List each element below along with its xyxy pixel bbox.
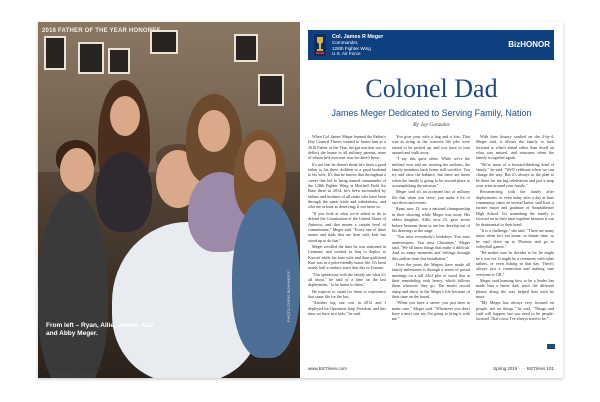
article-column-3 bbox=[476, 134, 554, 323]
article-title: Colonel Dad bbox=[365, 74, 498, 103]
footer-page-number: Spring 2016 · · · BizTimes 101 bbox=[493, 366, 554, 371]
paragraph: "When you have a career, you just have to make sure," Meger said. "Whenever you don't have a mort you say I'm going to bring it with me." bbox=[392, 300, 470, 322]
wall-picture-frame bbox=[108, 48, 130, 74]
face bbox=[110, 96, 140, 136]
honoree-name: Col. James R Meger bbox=[332, 34, 384, 40]
paragraph: "He makes sure he decides to be, he might be a war vet. It might be a ceremony with other fathers, or even fishing in that day. There's always just a connection and making sure everyone is OK." bbox=[476, 250, 554, 277]
face bbox=[244, 140, 276, 182]
paragraph: "I say this quite often: While we're the military ever and are wearing the uniform, the family members back home still sacrifice. You try and raise the balance, but there are times when the family is going to be second place to accomplishing the mission." bbox=[392, 156, 470, 189]
article-column-1 bbox=[308, 134, 386, 317]
magazine-spread bbox=[38, 22, 563, 378]
article-byline: By Jay Gonzales bbox=[413, 122, 450, 128]
wall-picture-frame bbox=[78, 42, 104, 74]
paragraph: When Col. James Meger learned the Father's Day Council Threes wanted to honor him as a 2016 Father of the Year, his gut reaction was to deflect the honor to all military parents, none of whom he'd ever met now be there's been. bbox=[308, 134, 386, 161]
honoree-banner bbox=[308, 30, 554, 60]
paragraph: Meger said learning how to be a leader has made him a better dad, since the different phases along the way helped him each be more. bbox=[476, 277, 554, 299]
paragraph: "We're more of a forward-thinking kind of family," he said. "We'll celebrate when we can change the way. But it's always in the plan to be there for the big celebration and just a snap your arms around your family." bbox=[476, 161, 554, 189]
paragraph: Over the years the Megers have made all family milestones is through a series of postal meetings on a tall 24x3 plot of wood that in their remodeling took heavy, which follows them wherever they go. The marks record sharp and show in the Meger's life because of their time on the board. bbox=[392, 261, 470, 299]
paragraph: Reconnecting with the family after deployments, or even today after a day at base community, takes on several forms, said Kari, a former major and graduate of Amphitheater High School. It's something the family is focused on in their time together because it can be detrimental to their bond. bbox=[476, 189, 554, 227]
family-photo bbox=[38, 22, 300, 378]
paragraph: "My Meger has always very focused on people, not on things," he said. "Things and stuff will happen, but you need to be people-focused. That's how I've always tried to be." bbox=[476, 300, 554, 322]
left-page-footer: 100 BizTimes · · · Spring 2016 bbox=[44, 366, 105, 371]
wall-picture-frame bbox=[258, 74, 284, 106]
article-subtitle: James Meger Dedicated to Serving Family, Nation bbox=[331, 108, 532, 118]
paragraph: "It is a challenge," she said. "There are many times when he's not home, so dinner time, so he can't drive up to Phoenix and go to volleyball games." bbox=[476, 227, 554, 249]
photo-credit: PHOTO CHRIS BOHNHOFF bbox=[286, 270, 291, 322]
face bbox=[60, 148, 94, 192]
paragraph: You give your wife a hug and a kiss. That was as tiring as the concrete life jobs were raised to be picked up, and you have to turn around and walk away. bbox=[392, 134, 470, 156]
photo-caption: From left – Ryan, Allie, James, Kari and Abby Meger. bbox=[46, 322, 155, 337]
paragraph: "You miss everybody's birthdays. You miss anniversaries. You miss Christmas," Meger said. "We all know things that make it difficult. And so many moments and feelings through this outline from this installation." bbox=[392, 234, 470, 261]
honoree-info bbox=[332, 34, 383, 56]
paragraph: He expects to stand for them to experience that same life for the last. bbox=[308, 288, 386, 299]
honoree-line: 128th Fighter Wing bbox=[332, 45, 371, 51]
honoree-line: Commander, bbox=[332, 40, 359, 46]
honoree-line: U.S. Air Force bbox=[332, 50, 361, 56]
paragraph: It's not that he doesn't think he's been a good father to his three children or a good husband to his wife. It's that he knows that throughout a career that led to being named commander of the 128th Fighter Wing at Mitchell Field Air Base there in 2014, he's been surrounded by fathers and mothers of all ranks who have been through the same trials and tribulations, and who are at least as deserving, if not more so. bbox=[308, 161, 386, 210]
photo-banner-text: 2016 FATHER OF THE YEAR HONOREE bbox=[42, 28, 161, 34]
paragraph: Meger said it's an accepted fact of military life that when you serve, you make a lot of sacrifices and events. bbox=[392, 189, 470, 206]
footer-url: www.BizTimes.com bbox=[308, 366, 347, 371]
section-label: BizHONOR bbox=[508, 40, 550, 49]
article-column-2 bbox=[392, 134, 470, 323]
face bbox=[198, 110, 230, 152]
paragraph: Meger recalled the time he was stationed in Germany and worked in Iraq to deploy to Kuwait while his now-wife and then-girlfriend Kari was in a pilot-friendly home life. It's been nearly half a century since that day in Toronto. bbox=[308, 243, 386, 271]
paragraph: With their history studied on the 2-by-4, Meger said, it allows the family to look forward to what's ahead rather than dwell on what was missed, and reassures when the family is together again. bbox=[476, 134, 554, 161]
paragraph: Ryan, now 13, was a national championship in their showing while Meger was away. His oldest daughter, Allie, now 15, gave seven before between those to see her develop out of his drawings to the stage. bbox=[392, 206, 470, 233]
article-end-mark bbox=[547, 344, 555, 349]
wall-picture-frame bbox=[234, 34, 258, 62]
wall-picture-frame bbox=[44, 36, 66, 70]
paragraph: "Our operations with the family are what it's all about," he said of a time on the last deployment, "to be home to them." bbox=[308, 271, 386, 288]
paragraph: "If you look at what we're asked to do to defend the Constitution of the United States of America, and that means a certain level of commitment," Meger said. "Every one of these moms and dads that are here with kids has stood up to do that." bbox=[308, 210, 386, 243]
person-allie bbox=[96, 152, 152, 232]
award-trophy-icon bbox=[314, 34, 326, 56]
paragraph: "Another big one was in 2012 and I deployed for Operation Iraqi Freedom, and this time we have two kids," he said. bbox=[308, 300, 386, 316]
person-ryan bbox=[38, 192, 108, 378]
article-page bbox=[300, 22, 563, 378]
